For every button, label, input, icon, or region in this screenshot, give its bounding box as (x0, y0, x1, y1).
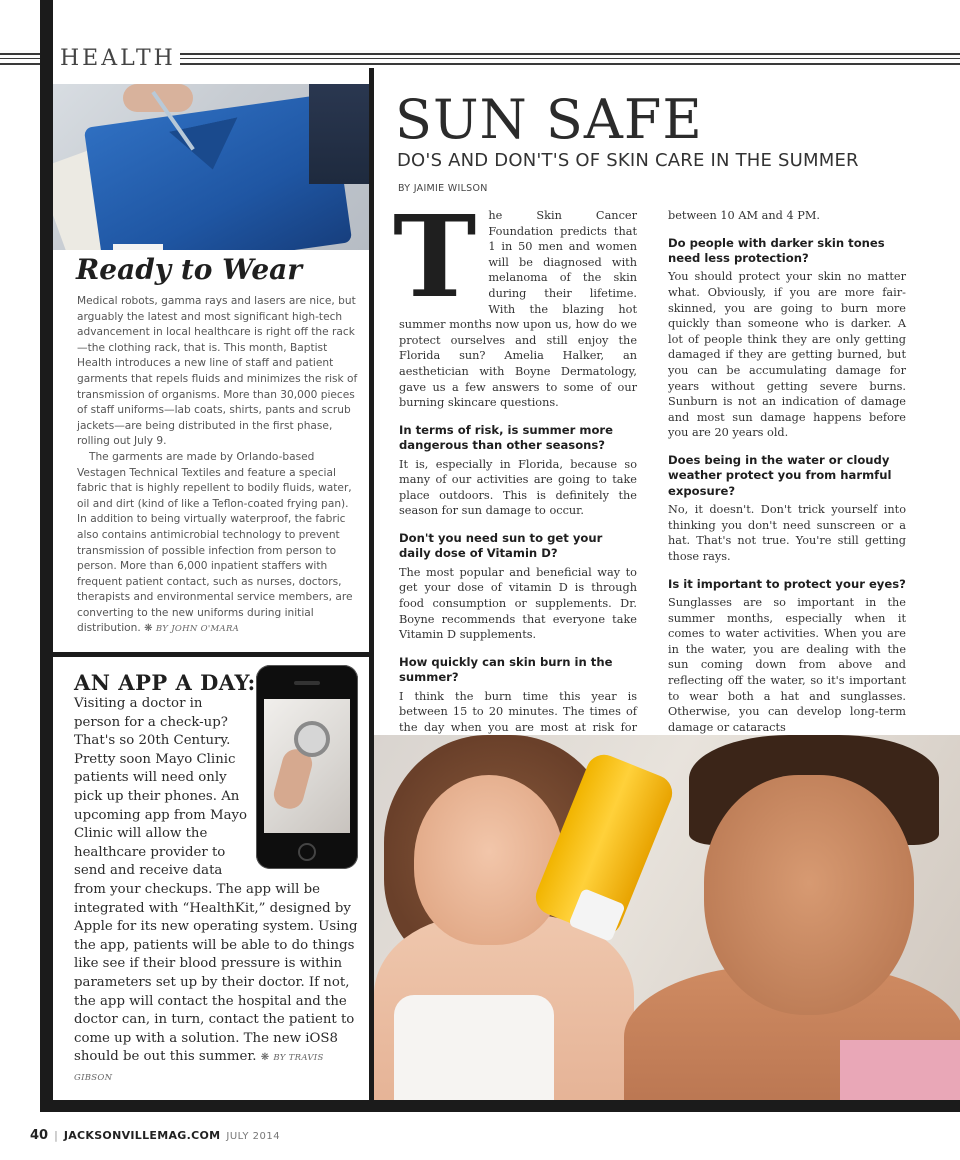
fleuron-icon: ❋ (260, 1052, 270, 1064)
section-label: HEALTH (60, 46, 180, 71)
question-heading: Is it important to protect your eyes? (668, 576, 906, 591)
page-frame-bottom (40, 1100, 960, 1112)
footer-site-link[interactable]: JACKSONVILLEMAG.COM (63, 1129, 221, 1142)
app-a-day-body (74, 695, 362, 1087)
scrubs-photo (53, 84, 369, 250)
answer-text: It is, especially in Florida, because so many of our activities are going to take place outdoors. This is definitely the season for sun damage to occur. (399, 457, 637, 518)
answer-text: I think the burn time this year is between 15 to 20 minutes. The times of the day when you are most at risk for (399, 689, 637, 734)
question-heading: Don't you need sun to get your daily dose of Vitamin D? (399, 530, 603, 561)
section-rule-left (0, 53, 40, 65)
article-title: SUN SAFE (395, 88, 703, 151)
answer-text: Sunglasses are so important in the summer months, especially when it comes to water activities. When you are in the water, you are dealing with the sun coming down from above and reflecting off the water, so it's important to wear both a hat and sunglasses. Otherwise, you can develop long-term damage or cataracts (668, 595, 906, 734)
article-subtitle: DO'S AND DON'T'S OF SKIN CARE IN THE SUMMER (397, 150, 859, 171)
footer-separator: | (54, 1129, 58, 1142)
article-intro: T he Skin Cancer Foundation predicts that 1 in 50 men and women will be diagnosed with melanoma of the skin during their lifetime. With the blazing hot summer months now upon us, how do we protect ourselves and still enjoy the Florida sun? Amelia Halker, an aesthetician with Boyne Dermatology, gave us a few answers to some of our burning skincare questions. (393, 192, 637, 410)
app-a-day-text-wide: from your checkups. The app will be integrated with “HealthKit,” designed by Apple for its new operating system. Using the app, patients will be able to do things like see if their blood pressure is within parameters set up by their doctor. If not, the app will contact the hospital and the doctor can, in turn, contact the patient to come up with a solution. The new iOS8 should be out this summer. (74, 881, 358, 1065)
question-heading: Does being in the water or cloudy weather protect you from harmful exposure? (668, 452, 892, 498)
answer-continuation: between 10 AM and 4 PM. (668, 209, 821, 222)
ready-to-wear-byline: BY JOHN O'MARA (155, 624, 240, 635)
drop-cap: T (393, 192, 477, 323)
article-column-1 (393, 192, 637, 751)
page-footer (30, 1128, 280, 1143)
couple-sunscreen-photo (374, 735, 960, 1100)
ready-to-wear-body (77, 294, 359, 638)
app-a-day-byline: BY TRAVIS GIBSON (74, 1053, 324, 1083)
answer-text: The most popular and beneficial way to get your dose of vitamin D is through food consumption or supplements. Dr. Boyne recommends that everyone take Vitamin D supplements. (399, 565, 637, 642)
ready-to-wear-paragraph: Medical robots, gamma rays and lasers are nice, but arguably the latest and most significant high-tech advancement in local healthcare is right off the rack—the clothing rack, that is. This month, Baptist Health introduces a new line of staff and patient garments that repels fluids and minimizes the risk of transmission of organisms. More than 30,000 pieces of staff uniforms—lab coats, shirts, pants and scrub jackets—are being distributed in the first phase, rolling out July 9. (77, 295, 358, 448)
answer-text: No, it doesn't. Don't trick yourself into thinking you don't need sunscreen or a hat. That's not true. You're still getting those rays. (668, 503, 906, 563)
answer-text: You should protect your skin no matter what. Obviously, if you are more fair-skinned, you are going to burn more quickly than someone who is darker. A lot of people think they are only getting damaged if they are getting burned, but you can be accumulating damage for years without getting severe burns. Sunburn is not an indication of damage and most sun damage happens before you are 20 years old. (668, 270, 906, 440)
fleuron-icon: ❋ (144, 623, 153, 635)
article-column-2 (668, 208, 906, 735)
sidebar-divider (53, 652, 369, 657)
question-heading: Do people with darker skin tones need less protection? (668, 235, 885, 265)
page-number: 40 (30, 1128, 49, 1143)
page-frame-left (40, 0, 53, 1112)
ready-to-wear-paragraph: The garments are made by Orlando-based Vestagen Technical Textiles and feature a special fabric that is highly repellent to bodily fluids, water, oil and dirt (kind of like a Teflon-coated frying pan). In addition to being virtually waterproof, the fabric also contains antimicrobial technology to prevent transmission of possible infection from person to person. More than 6,000 inpatient staffers with frequent patient contact, such as nurses, doctors, therapists and environmental service members, are converting to the new uniforms during initial distribution. ❋ BY JOHN O'MARA (77, 450, 353, 635)
footer-date: JULY 2014 (226, 1131, 281, 1142)
ready-to-wear-title: Ready to Wear (76, 253, 303, 286)
question-heading: How quickly can skin burn in the summer? (399, 654, 613, 685)
question-heading: In terms of risk, is summer more dangerous than other seasons? (399, 422, 614, 453)
app-a-day-text-narrow: Visiting a doctor in person for a check-up? That's so 20th Century. Pretty soon Mayo Clinic patients will need only pick up their phones. An upcoming app from Mayo Clinic will allow the healthcare provider to send and receive data (74, 696, 248, 879)
app-a-day-title: AN APP A DAY: (74, 670, 256, 695)
section-rule-right (170, 53, 960, 65)
article-byline: BY JAIMIE WILSON (398, 183, 488, 194)
